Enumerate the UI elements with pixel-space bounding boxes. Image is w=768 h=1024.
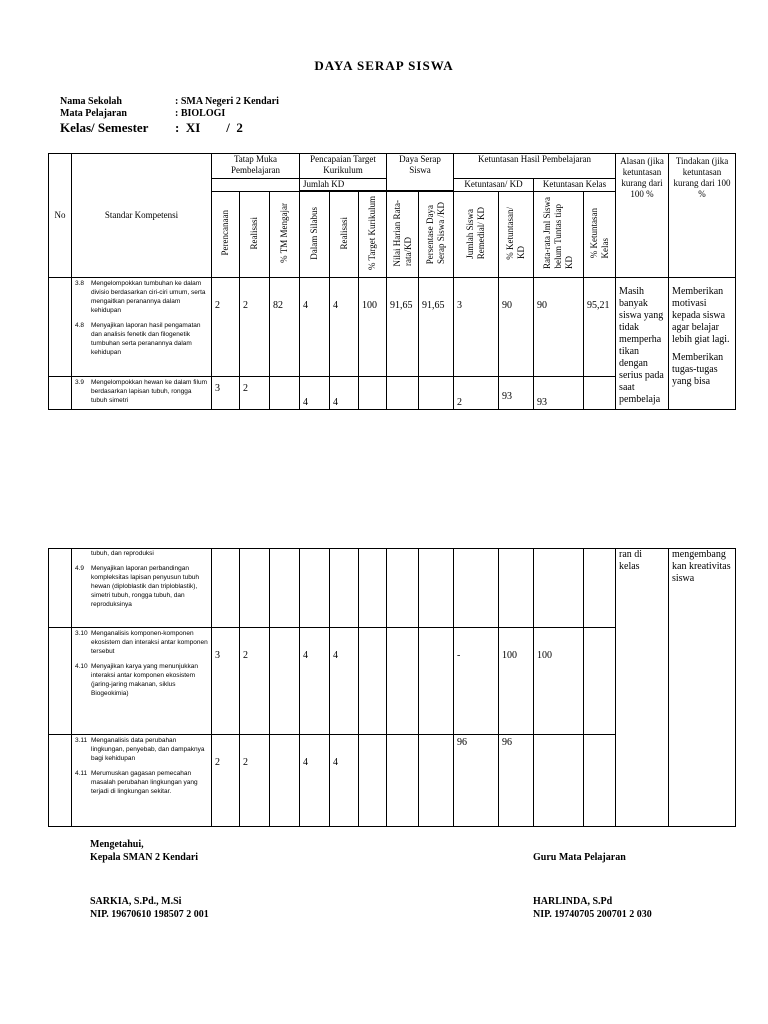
cell-kd	[72, 628, 212, 735]
kd-text: Mengelompokkan tumbuhan ke dalam divisio berdasarkan ciri-ciri umum, serta mengaitkan peranannya dalam kehidupan	[91, 280, 206, 314]
cell-kelas	[584, 735, 616, 827]
cell-rata	[534, 549, 584, 628]
label-ket-2: KD	[516, 246, 527, 260]
label-kelas-2: Kelas	[599, 237, 610, 259]
kd-text: Menyajikan karya yang menunjukkan interaksi antar komponen ekosistem (jaring-jaring makanan, siklus Biogeokimia)	[91, 663, 198, 697]
kd-number: 3.9	[75, 379, 85, 386]
cell-tm	[270, 377, 300, 410]
cell-target	[359, 377, 387, 410]
kd-text: Merumuskan gagasan pemecahan masalah perubahan lingkungan yang terjadi di lingkungan sekitar.	[91, 770, 198, 795]
kd-text: Menyajikan laporan hasil pengamatan dan analisis fenetik dan filogenetik tumbuhan serta peranannya dalam kehidupan	[91, 322, 201, 356]
kd-number: 4.11	[75, 770, 88, 777]
school-value: : SMA Negeri 2 Kendari	[175, 96, 279, 107]
cell-remedial: 3	[454, 278, 499, 377]
kd-number: 3.11	[75, 737, 88, 744]
cell-perencanaan	[212, 549, 240, 628]
cell-remedial: 96	[454, 735, 499, 827]
header-persentase	[419, 192, 454, 278]
kd-number: 3.8	[75, 280, 85, 287]
header-ketuntasan-hasil: Ketuntasan Hasil Pembelajaran	[454, 154, 616, 179]
subject-row	[60, 108, 225, 119]
cell-realisasi-kd	[330, 549, 359, 628]
cell-no	[49, 377, 72, 410]
kepala-nip: NIP. 19670610 198507 2 001	[90, 909, 209, 920]
header-pencapaian: Pencapaian Target Kurikulum	[300, 154, 387, 179]
label-silabus: Dalam Silabus	[309, 206, 319, 260]
tindakan-a: Memberikan motivasi kepada siswa agar belajar lebih giat lagi.	[672, 286, 730, 345]
class-row	[60, 120, 243, 136]
header-ketuntasan-kd: Ketuntasan/ KD	[454, 179, 534, 192]
kd-text: Menganalisis komponen-komponen ekosistem dan interaksi antar komponen tersebut	[91, 630, 208, 655]
cell-perencanaan: 3	[212, 628, 240, 735]
table-row	[49, 549, 736, 628]
kepala-name: SARKIA, S.Pd., M.Si	[90, 896, 182, 907]
header-tindakan: Tindakan (jika ketuntasan kurang dari 100 %	[669, 154, 736, 278]
cell-perencanaan: 2	[212, 735, 240, 827]
header-jumlah-kd: Jumlah KD	[300, 179, 387, 191]
header-realisasi-kd	[330, 192, 359, 278]
guru-title: Guru Mata Pelajaran	[533, 852, 626, 863]
label-rata-2: belum Tuntas tiap	[553, 204, 564, 269]
cell-kd	[72, 278, 212, 377]
kepala-title: Kepala SMAN 2 Kendari	[90, 852, 199, 863]
cell-realisasi-kd: 4	[330, 278, 359, 377]
cell-silabus: 4	[300, 377, 330, 410]
header-tm	[270, 192, 300, 278]
header-daya-serap: Daya Serap Siswa	[387, 154, 454, 191]
kd-text: tubuh, dan reproduksi	[91, 550, 154, 557]
header-ketuntasan-kelas: Ketuntasan Kelas	[534, 179, 616, 192]
cell-realisasi-kd: 4	[330, 377, 359, 410]
label-ket-1: % Ketuntasan/	[505, 206, 516, 260]
cell-realisasi-kd: 4	[330, 628, 359, 735]
cell-alasan: Masih banyak siswa yang tidak memperha tikan dengan serius pada saat pembelaja	[616, 278, 669, 410]
label-rata-3: KD	[564, 255, 575, 269]
cell-tindakan: mengembang kan kreativitas siswa	[669, 549, 736, 827]
cell-target	[359, 735, 387, 827]
cell-target	[359, 549, 387, 628]
school-label: Nama Sekolah	[60, 96, 122, 107]
cell-remedial: 2	[454, 377, 499, 410]
cell-kelas: 95,21	[584, 278, 616, 377]
header-realisasi	[240, 192, 270, 278]
class-label: Kelas/ Semester	[60, 120, 149, 135]
cell-target	[359, 628, 387, 735]
cell-realisasi: 2	[240, 377, 270, 410]
cell-rata: 93	[534, 377, 584, 410]
cell-remedial	[454, 549, 499, 628]
cell-silabus: 4	[300, 278, 330, 377]
cell-ketuntasan	[499, 549, 534, 628]
cell-nilai	[387, 735, 419, 827]
cell-persen	[419, 549, 454, 628]
cell-realisasi-kd: 4	[330, 735, 359, 827]
cell-nilai: 91,65	[387, 278, 419, 377]
cell-tm	[270, 549, 300, 628]
header-persen-ketuntasan	[499, 192, 534, 278]
cell-kelas	[584, 549, 616, 628]
label-jml-1: Jumlah Siswa	[465, 209, 476, 260]
kd-text: Mengelompokkan hewan ke dalam filum berdasarkan lapisan tubuh, rongga tubuh simetri	[91, 379, 207, 404]
cell-nilai	[387, 628, 419, 735]
kd-number: 4.9	[75, 565, 85, 572]
header-jumlah-remedial	[454, 192, 499, 278]
cell-realisasi	[240, 549, 270, 628]
label-perencanaan: Perencanaan	[220, 210, 230, 256]
cell-remedial: -	[454, 628, 499, 735]
cell-kd	[72, 377, 212, 410]
table-row	[49, 278, 736, 377]
label-nilai-1: Nilai Harian Rata-	[391, 199, 402, 267]
header-target	[359, 192, 387, 278]
subject-label: Mata Pelajaran	[60, 108, 127, 119]
label-persen-2: Serap Siswa /KD	[436, 202, 446, 264]
kd-number: 4.10	[75, 663, 88, 670]
cell-perencanaan: 2	[212, 278, 240, 377]
label-persen-1: Persentase Daya	[425, 204, 435, 264]
header-silabus	[300, 192, 330, 278]
school-row	[60, 96, 279, 107]
cell-alasan: ran di kelas	[616, 549, 669, 827]
cell-silabus: 4	[300, 735, 330, 827]
cell-rata	[534, 735, 584, 827]
label-rata-1: Rata-rata Jml Siswa	[542, 197, 553, 269]
header-no: No	[49, 154, 72, 278]
cell-ketuntasan: 90	[499, 278, 534, 377]
cell-persen	[419, 628, 454, 735]
subject-value: : BIOLOGI	[175, 108, 226, 119]
cell-persen: 91,65	[419, 278, 454, 377]
header-standar-kompetensi: Standar Kompetensi	[72, 154, 212, 278]
cell-kd	[72, 735, 212, 827]
header-perencanaan	[212, 192, 240, 278]
kd-number: 3.10	[75, 630, 88, 637]
label-realisasi: Realisasi	[249, 216, 259, 250]
cell-realisasi: 2	[240, 278, 270, 377]
cell-nilai	[387, 377, 419, 410]
cell-rata: 100	[534, 628, 584, 735]
cell-realisasi: 2	[240, 628, 270, 735]
cell-realisasi: 2	[240, 735, 270, 827]
cell-target: 100	[359, 278, 387, 377]
header-nilai	[387, 192, 419, 278]
label-kelas-1: % Ketuntasan	[588, 207, 599, 259]
label-realisasi-kd: Realisasi	[338, 216, 349, 250]
cell-ketuntasan: 100	[499, 628, 534, 735]
header-rata-rata	[534, 192, 584, 278]
cell-no	[49, 278, 72, 377]
header-alasan: Alasan (jika ketuntasan kurang dari 100 %	[616, 154, 669, 278]
cell-kd	[72, 549, 212, 628]
kd-text: Menyajikan laporan perbandingan kompleksitas lapisan penyusun tubuh hewan (diploblastik dan triploblastik), simetri tubuh, rongga tubuh, dan reproduksinya	[91, 565, 200, 608]
kd-text: Menganalisis data perubahan lingkungan, penyebab, dan dampaknya bagi kehidupan	[91, 737, 205, 762]
cell-nilai	[387, 549, 419, 628]
kd-number: 4.8	[75, 322, 85, 329]
header-tatap-muka-sub	[212, 179, 300, 192]
header-tatap-muka: Tatap Muka Pembelajaran	[212, 154, 300, 179]
cell-tm: 82	[270, 278, 300, 377]
cell-rata: 90	[534, 278, 584, 377]
header-ketuntasan-kelas-pct	[584, 192, 616, 278]
tindakan-b: Memberikan tugas-tugas yang bisa	[672, 352, 724, 387]
class-value: : XI / 2	[175, 120, 243, 135]
label-jml-2: Remedial/ KD	[476, 206, 487, 260]
mengetahui-text: Mengetahui,	[90, 839, 144, 850]
label-target: % Target Kurikulum	[367, 195, 377, 271]
cell-ketuntasan: 93	[499, 377, 534, 410]
cell-no	[49, 735, 72, 827]
absorption-table-page2	[48, 548, 736, 827]
cell-tindakan	[669, 278, 736, 410]
cell-silabus: 4	[300, 628, 330, 735]
cell-persen	[419, 377, 454, 410]
cell-silabus	[300, 549, 330, 628]
guru-name: HARLINDA, S.Pd	[533, 896, 613, 907]
cell-kelas	[584, 377, 616, 410]
cell-kelas	[584, 628, 616, 735]
cell-tm	[270, 735, 300, 827]
cell-ketuntasan: 96	[499, 735, 534, 827]
page-title: DAYA SERAP SISWA	[314, 58, 454, 73]
absorption-table-page1	[48, 153, 736, 410]
cell-no	[49, 549, 72, 628]
cell-persen	[419, 735, 454, 827]
cell-tm	[270, 628, 300, 735]
label-tm: % TM Mengajar	[279, 203, 289, 263]
label-nilai-2: rata/KD	[402, 237, 413, 267]
cell-no	[49, 628, 72, 735]
cell-perencanaan: 3	[212, 377, 240, 410]
guru-nip: NIP. 19740705 200701 2 030	[533, 909, 652, 920]
